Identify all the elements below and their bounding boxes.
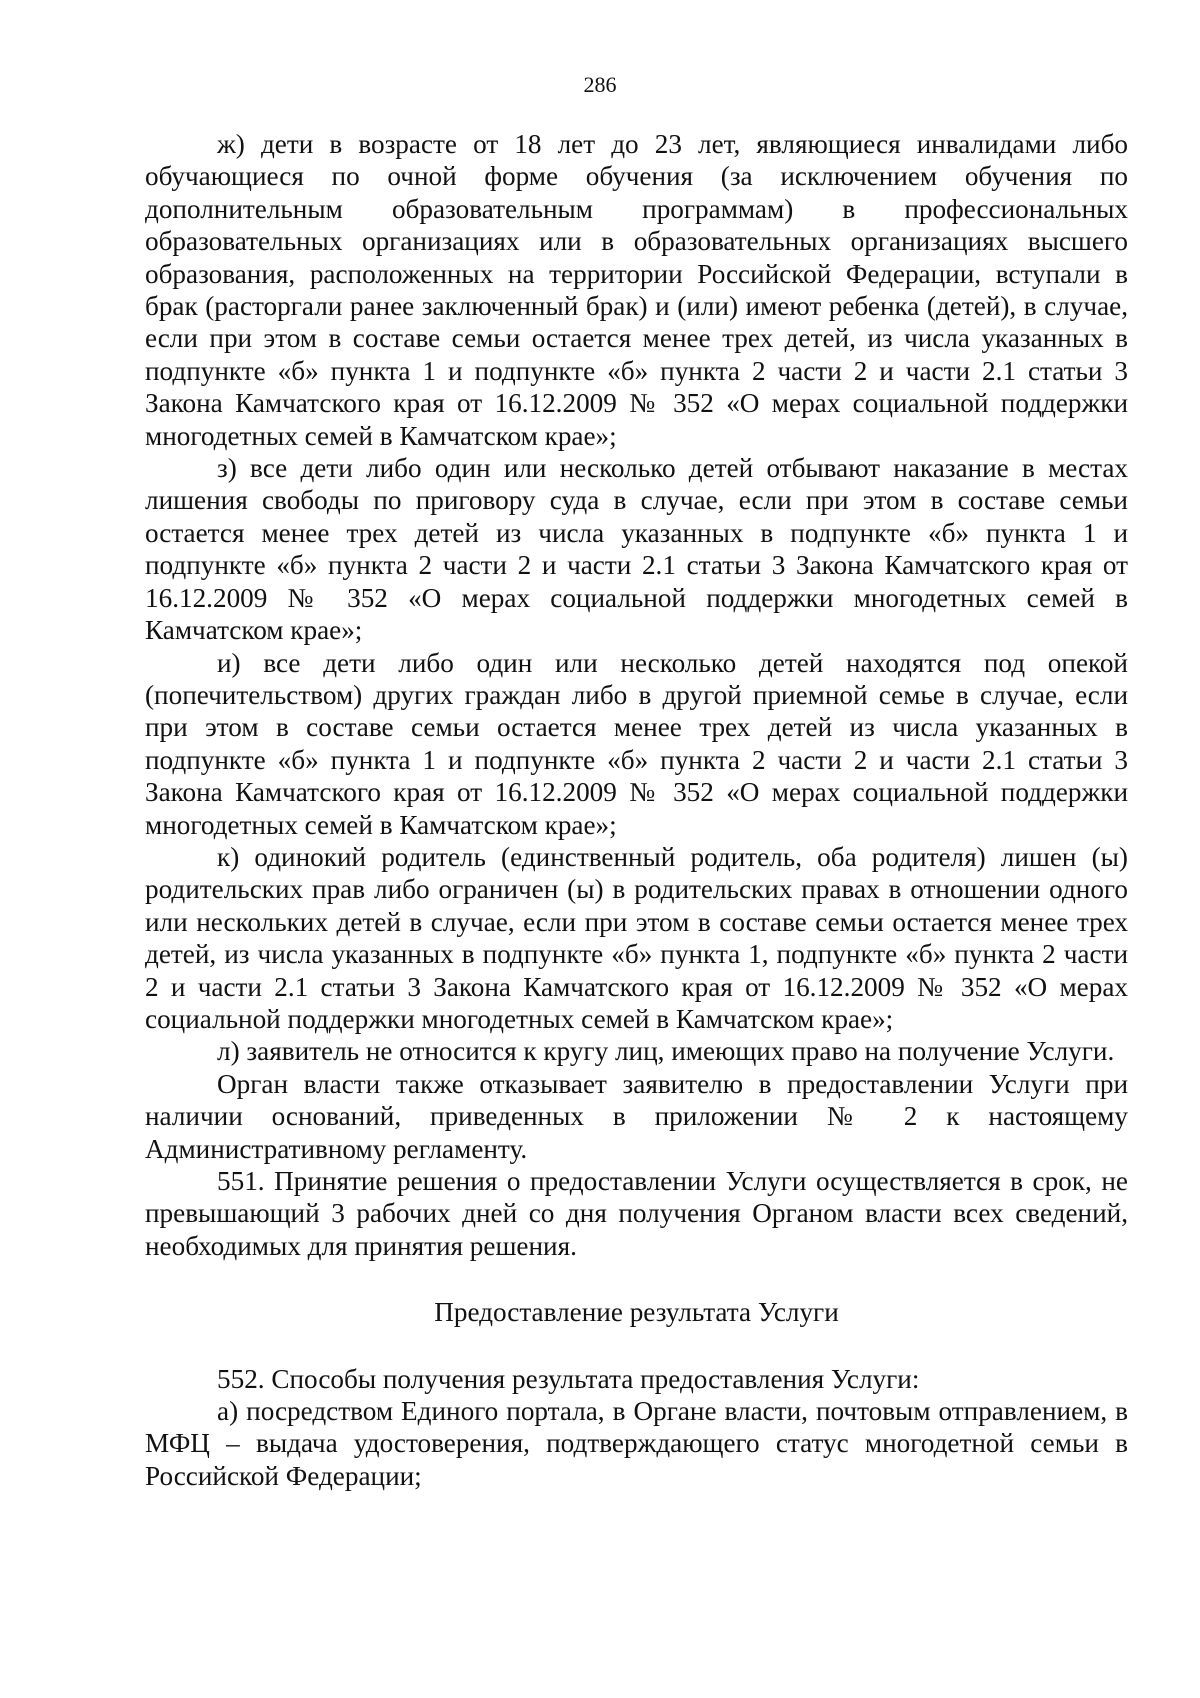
paragraph-item-zh: ж) дети в возрасте от 18 лет до 23 лет, являющиеся инвалидами либо обучающиеся по очной форме обучения (за исключением обучения по дополнительным образовательным программам) в профессиональных образовательных организациях или в образовательных организациях высшего образования, расположенных на территории Российской Федерации, вступали в брак (расторгали ранее заключенный брак) и (или) имеют ребенка (детей), в случае, если при этом в составе семьи остается менее трех детей, из числа указанных в подпункте «б» пункта 1 и подпункте «б» пункта 2 части 2 и части 2.1 статьи 3 Закона Камчатского края от 16.12.2009 № 352 «О мерах социальной поддержки многодетных семей в Камчатском крае»; <box>145 129 1128 451</box>
paragraph-552-a: а) посредством Единого портала, в Органе власти, почтовым отправлением, в МФЦ – выдача удостоверения, подтверждающего статус многодетной семьи в Российской Федерации; <box>145 1396 1128 1491</box>
document-body <box>145 128 1128 1492</box>
paragraph-552: 552. Способы получения результата предоставления Услуги: <box>217 1363 920 1394</box>
page-number: 286 <box>583 72 617 97</box>
paragraph-551: 551. Принятие решения о предоставлении Услуги осуществляется в срок, не превышающий 3 рабочих дней со дня получения Органом власти всех сведений, необходимых для принятия решения. <box>145 1166 1128 1261</box>
paragraph-refusal: Орган власти также отказывает заявителю в предоставлении Услуги при наличии оснований, приведенных в приложении № 2 к настоящему Административному регламенту. <box>145 1068 1128 1164</box>
section-heading: Предоставление результата Услуги <box>434 1297 839 1328</box>
paragraph-item-k: к) одинокий родитель (единственный родитель, оба родителя) лишен (ы) родительских прав либо ограничен (ы) в родительских правах в отношении одного или нескольких детей в случае, если при этом в составе семьи остается менее трех детей, из числа указанных в подпункте «б» пункта 1, подпункте «б» пункта 2 части 2 и части 2.1 статьи 3 Закона Камчатского края от 16.12.2009 № 352 «О мерах социальной поддержки многодетных семей в Камчатском крае»; <box>145 841 1128 1034</box>
paragraph-item-l: л) заявитель не относится к кругу лиц, имеющих право на получение Услуги. <box>217 1036 1115 1067</box>
paragraph-item-z: з) все дети либо один или несколько детей отбывают наказание в местах лишения свободы по приговору суда в случае, если при этом в составе семьи остается менее трех детей из числа указанных в подпункте «б» пункта 1 и подпункте «б» пункта 2 части 2 и части 2.1 статьи 3 Закона Камчатского края от 16.12.2009 № 352 «О мерах социальной поддержки многодетных семей в Камчатском крае»; <box>145 453 1128 646</box>
paragraph-item-i: и) все дети либо один или несколько детей находятся под опекой (попечительством) других граждан либо в другой приемной семье в случае, если при этом в составе семьи остается менее трех детей из числа указанных в подпункте «б» пункта 1 и подпункте «б» пункта 2 части 2 и части 2.1 статьи 3 Закона Камчатского края от 16.12.2009 № 352 «О мерах социальной поддержки многодетных семей в Камчатском крае»; <box>145 647 1128 840</box>
